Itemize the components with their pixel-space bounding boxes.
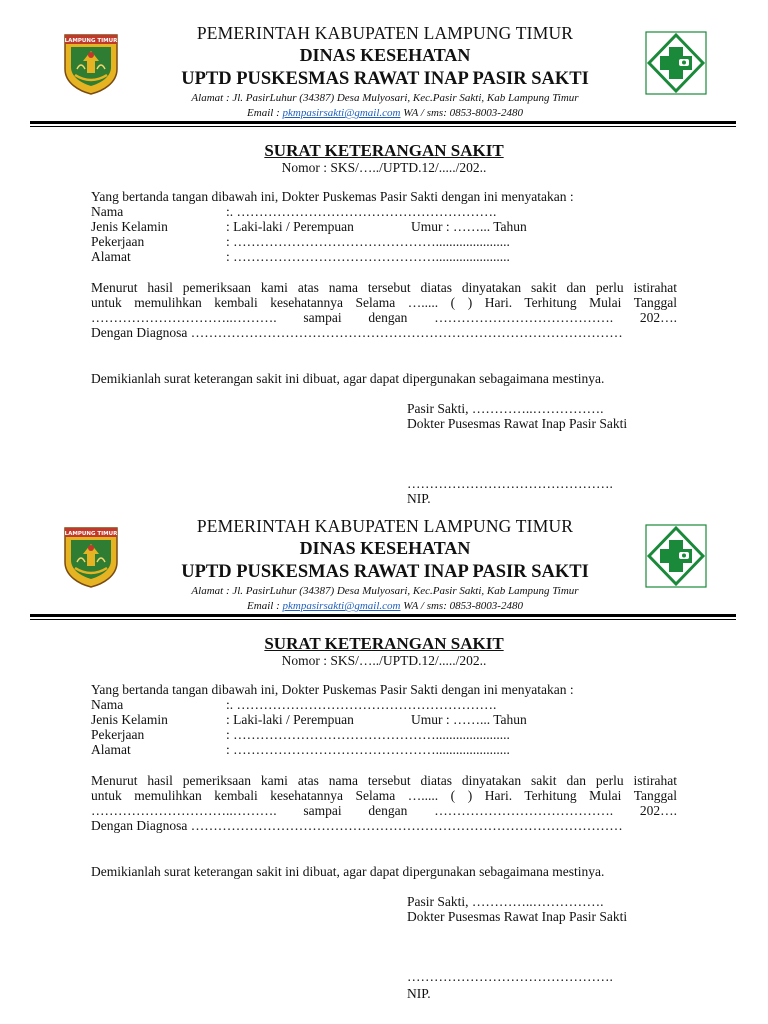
body-line-1: Menurut hasil pemeriksaan kami atas nama tersebut diatas dinyatakan sakit dan perlu istirahat bbox=[91, 280, 677, 295]
body-line-2: untuk memulihkan kembali kesehatannya Selama …..... ( ) Hari. Terhitung Mulai Tanggal bbox=[91, 295, 677, 310]
header-department: DINAS KESEHATAN bbox=[299, 45, 471, 65]
job-field: : ………………………………………...................... bbox=[226, 234, 510, 249]
body-line-3: …………………………..………. sampai dengan …………………………………. 202…. bbox=[91, 310, 677, 325]
sick-letter-top bbox=[0, 0, 768, 506]
address-label: Alamat bbox=[91, 742, 131, 757]
gender-label: Jenis Kelamin bbox=[91, 219, 168, 234]
closing-statement: Demikianlah surat keterangan sakit ini dibuat, agar dapat dipergunakan sebagaimana mestinya. bbox=[91, 371, 605, 386]
email-link[interactable]: pkmpasirsakti@gmail.com bbox=[282, 600, 401, 612]
diagnosis-line: Dengan Diagnosa …………………………………………………………………………………… bbox=[91, 818, 623, 833]
header-unit: UPTD PUSKESMAS RAWAT INAP PASIR SAKTI bbox=[181, 69, 589, 89]
email-label: Email : bbox=[247, 600, 283, 612]
gender-field: : Laki-laki / Perempuan bbox=[226, 219, 354, 234]
contact-number: WA / sms: 0853-8003-2480 bbox=[400, 600, 523, 612]
header-divider-thick bbox=[30, 614, 736, 617]
svg-text:LAMPUNG TIMUR: LAMPUNG TIMUR bbox=[64, 531, 118, 537]
job-label: Pekerjaan bbox=[91, 727, 145, 742]
email-link[interactable]: pkmpasirsakti@gmail.com bbox=[282, 107, 401, 119]
job-label: Pekerjaan bbox=[91, 234, 145, 249]
header-address: Alamat : Jl. PasirLuhur (34387) Desa Mulyosari, Kec.Pasir Sakti, Kab Lampung Timur bbox=[191, 92, 579, 104]
gender-field: : Laki-laki / Perempuan bbox=[226, 712, 354, 727]
address-label: Alamat bbox=[91, 249, 131, 264]
signer-position: Dokter Pusesmas Rawat Inap Pasir Sakti bbox=[407, 909, 628, 924]
puskesmas-cross-icon bbox=[645, 31, 707, 95]
signature-line: ………………………………………. bbox=[407, 476, 613, 491]
age-field: Umur : ……... Tahun bbox=[411, 712, 527, 727]
header-divider-thin bbox=[30, 126, 736, 127]
header-email-line bbox=[120, 107, 650, 119]
lampung-timur-crest-icon bbox=[61, 524, 121, 588]
header-government: PEMERINTAH KABUPATEN LAMPUNG TIMUR bbox=[196, 23, 574, 43]
name-label: Nama bbox=[91, 697, 124, 712]
signature-line: ………………………………………. bbox=[407, 969, 613, 984]
letter-number: Nomor : SKS/…../UPTD.12/...../202.. bbox=[281, 160, 487, 175]
nip-label: NIP. bbox=[407, 986, 431, 1001]
body-line-2: untuk memulihkan kembali kesehatannya Selama …..... ( ) Hari. Terhitung Mulai Tanggal bbox=[91, 788, 677, 803]
header-unit: UPTD PUSKESMAS RAWAT INAP PASIR SAKTI bbox=[181, 562, 589, 582]
gender-label: Jenis Kelamin bbox=[91, 712, 168, 727]
nip-label: NIP. bbox=[407, 491, 431, 506]
body-line-1: Menurut hasil pemeriksaan kami atas nama tersebut diatas dinyatakan sakit dan perlu istirahat bbox=[91, 773, 677, 788]
body-line-3: …………………………..………. sampai dengan …………………………………. 202…. bbox=[91, 803, 677, 818]
puskesmas-cross-icon bbox=[645, 524, 707, 588]
name-field: :. …………………………………………………. bbox=[226, 697, 497, 712]
header-department: DINAS KESEHATAN bbox=[299, 538, 471, 558]
address-field: : ………………………………………...................... bbox=[226, 742, 510, 757]
place-date: Pasir Sakti, …………..……………. bbox=[407, 401, 604, 416]
contact-number: WA / sms: 0853-8003-2480 bbox=[400, 107, 523, 119]
name-field: :. …………………………………………………. bbox=[226, 204, 497, 219]
letter-title: SURAT KETERANGAN SAKIT bbox=[264, 634, 504, 653]
header-divider-thick bbox=[30, 121, 736, 124]
letter-title: SURAT KETERANGAN SAKIT bbox=[264, 141, 504, 160]
header-email-line bbox=[120, 600, 650, 612]
name-label: Nama bbox=[91, 204, 124, 219]
address-field: : ………………………………………...................... bbox=[226, 249, 510, 264]
intro-statement: Yang bertanda tangan dibawah ini, Dokter Puskemas Pasir Sakti dengan ini menyatakan : bbox=[91, 189, 574, 204]
age-field: Umur : ……... Tahun bbox=[411, 219, 527, 234]
email-label: Email : bbox=[247, 107, 283, 119]
header-government: PEMERINTAH KABUPATEN LAMPUNG TIMUR bbox=[196, 516, 574, 536]
intro-statement: Yang bertanda tangan dibawah ini, Dokter Puskemas Pasir Sakti dengan ini menyatakan : bbox=[91, 682, 574, 697]
sick-letter-bottom bbox=[0, 493, 768, 1001]
header-address: Alamat : Jl. PasirLuhur (34387) Desa Mulyosari, Kec.Pasir Sakti, Kab Lampung Timur bbox=[191, 585, 579, 597]
closing-statement: Demikianlah surat keterangan sakit ini dibuat, agar dapat dipergunakan sebagaimana mestinya. bbox=[91, 864, 605, 879]
place-date: Pasir Sakti, …………..……………. bbox=[407, 894, 604, 909]
letter-number: Nomor : SKS/…../UPTD.12/...../202.. bbox=[281, 653, 487, 668]
diagnosis-line: Dengan Diagnosa …………………………………………………………………………………… bbox=[91, 325, 623, 340]
signer-position: Dokter Pusesmas Rawat Inap Pasir Sakti bbox=[407, 416, 628, 431]
job-field: : ………………………………………...................... bbox=[226, 727, 510, 742]
svg-text:LAMPUNG TIMUR: LAMPUNG TIMUR bbox=[64, 38, 118, 44]
lampung-timur-crest-icon bbox=[61, 31, 121, 95]
header-divider-thin bbox=[30, 619, 736, 620]
